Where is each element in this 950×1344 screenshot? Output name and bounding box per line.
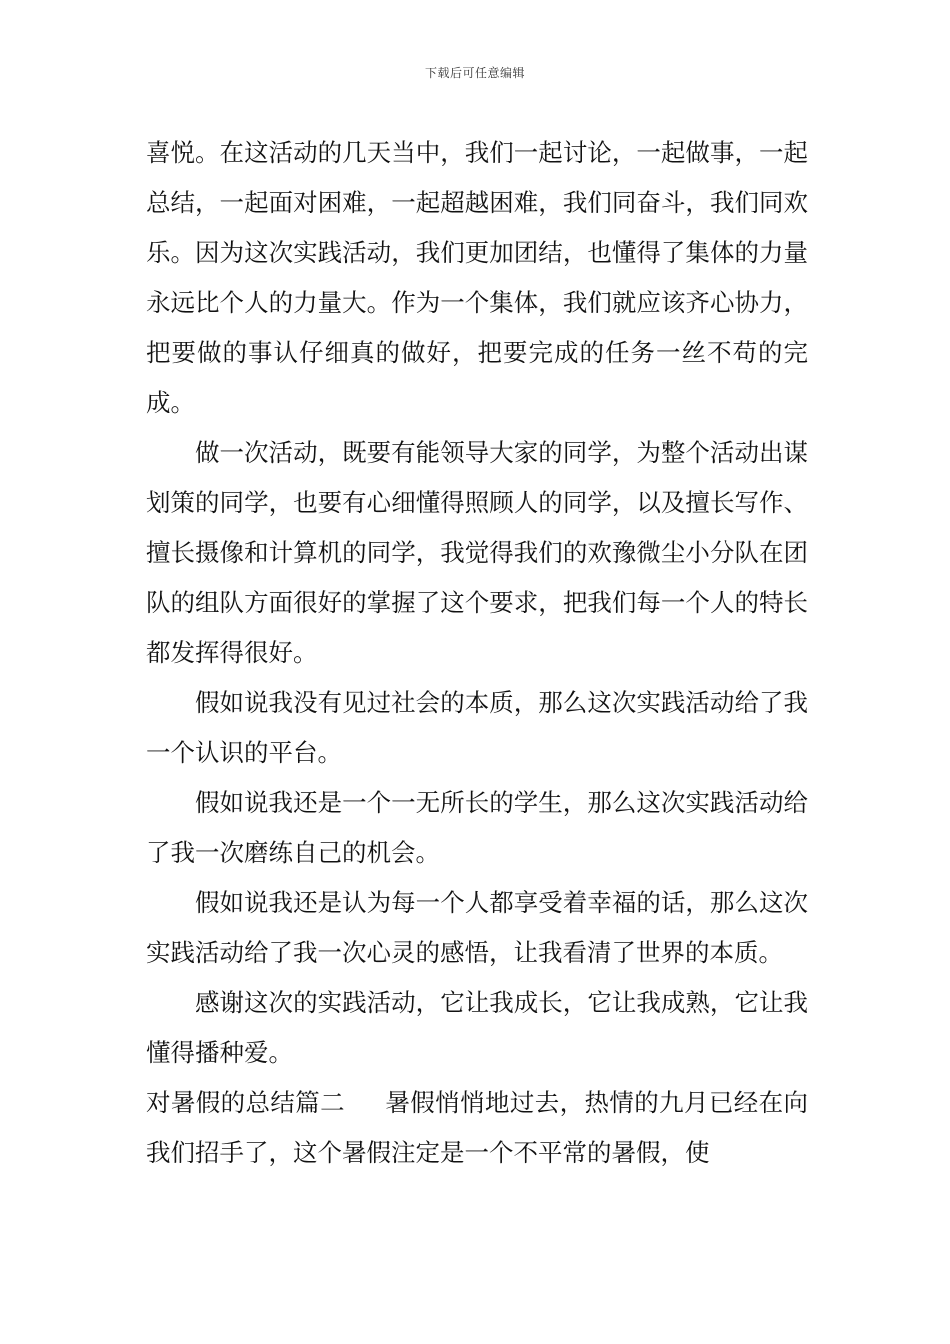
page-header: 下载后可任意编辑	[424, 66, 525, 80]
document-body	[146, 128, 808, 1178]
paragraph-4: 假如说我还是一个一无所长的学生，那么这次实践活动给了我一次磨练自己的机会。	[146, 788, 808, 867]
paragraph-3: 假如说我没有见过社会的本质，那么这次实践活动给了我一个认识的平台。	[146, 688, 808, 767]
paragraph-2: 做一次活动，既要有能领导大家的同学，为整个活动出谋划策的同学，也要有心细懂得照顾人的同学，以及擅长写作、擅长摄像和计算机的同学，我觉得我们的欢豫微尘小分队在团队的组队方面很好的掌握了这个要求，把我们每一个人的特长都发挥得很好。	[146, 438, 808, 667]
paragraph-6: 感谢这次的实践活动，它让我成长，它让我成熟，它让我懂得播种爱。	[146, 988, 808, 1067]
paragraph-5: 假如说我还是认为每一个人都享受着幸福的话，那么这次实践活动给了我一次心灵的感悟，让我看清了世界的本质。	[146, 888, 808, 967]
section-title: 对暑假的总结篇二	[146, 1088, 346, 1117]
section-text: 暑假悄悄地过去，热情的九月已经在向我们招手了，这个暑假注定是一个不平常的暑假，使	[146, 1088, 809, 1167]
section-paragraph	[146, 1078, 808, 1178]
paragraph-1: 喜悦。在这活动的几天当中，我们一起讨论，一起做事，一起总结，一起面对困难，一起超越困难，我们同奋斗，我们同欢乐。因为这次实践活动，我们更加团结，也懂得了集体的力量永远比个人的力量大。作为一个集体，我们就应该齐心协力，把要做的事认仔细真的做好，把要完成的任务一丝不苟的完成。	[146, 138, 808, 417]
